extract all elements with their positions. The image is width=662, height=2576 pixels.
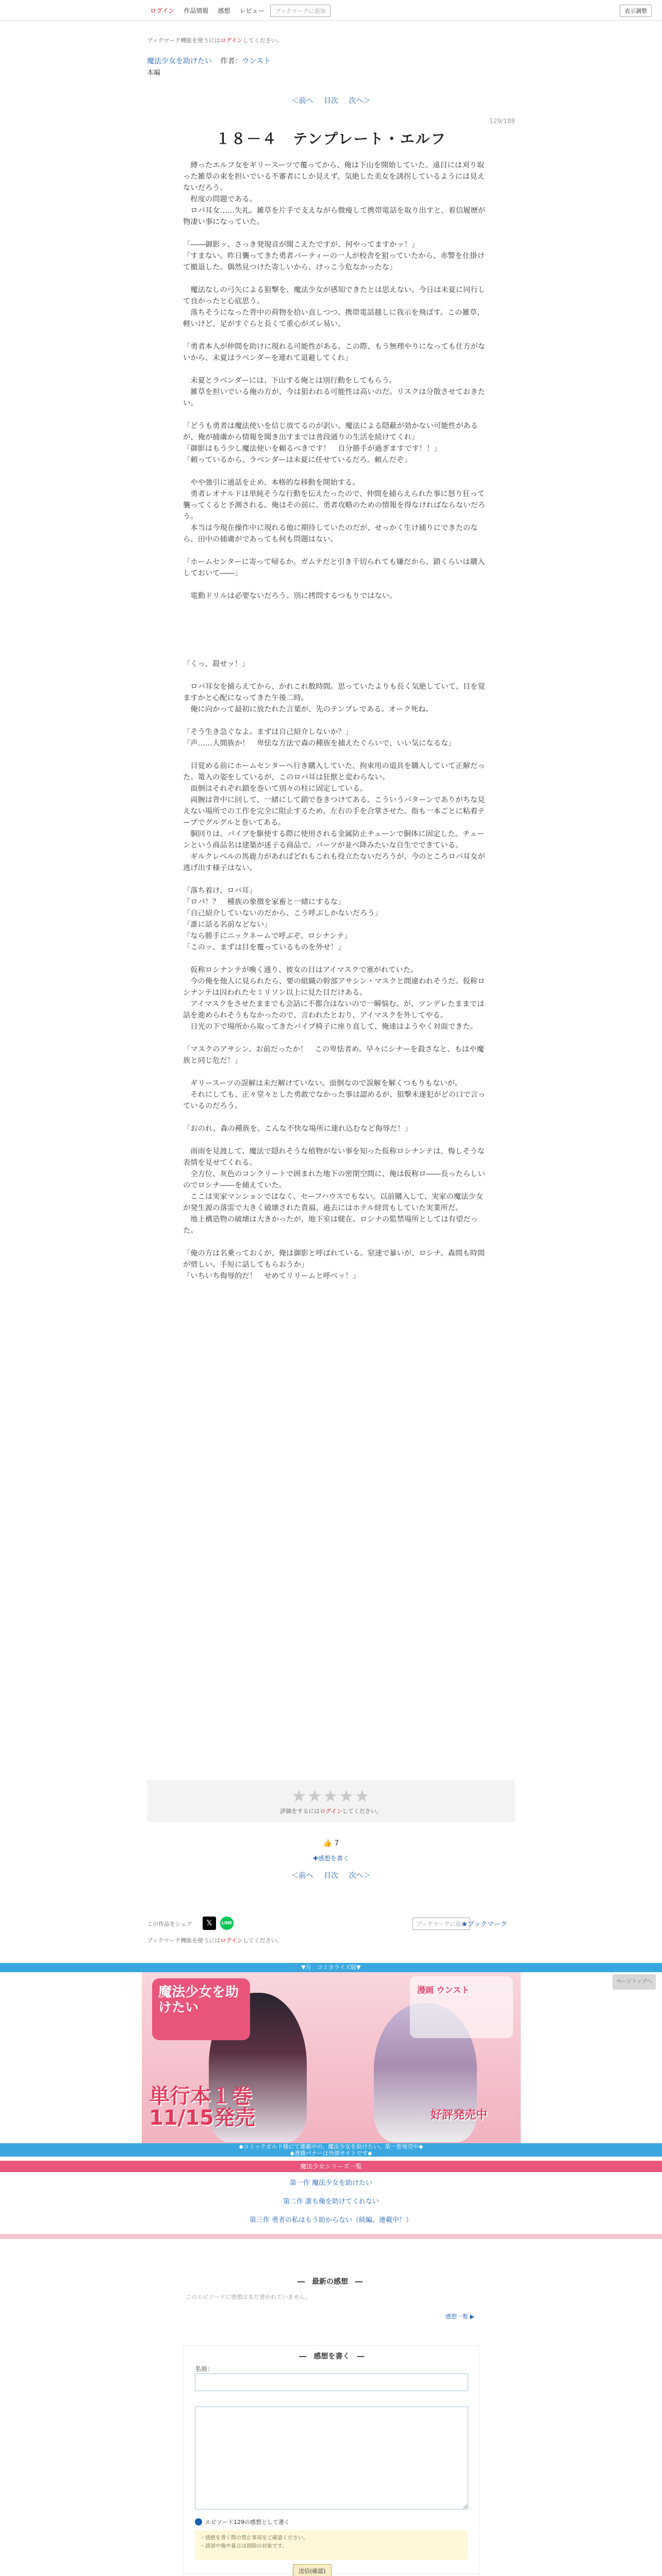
next-link[interactable]: 次へ＞ xyxy=(349,97,371,105)
bookmark-notice: ブックマーク機能を使うにはログインしてください。 xyxy=(147,37,283,44)
body-paragraph: 「マスクのアサシン、お前だったか！ この卑怯者め。早々にシナーを殺さなと、もはや魔族と同じ危だ！」 xyxy=(183,1045,484,1065)
comic-banner-image[interactable] xyxy=(142,1972,521,2143)
body-paragraph: 縛ったエルフ女をギリースーツで覆ってから、俺は下山を開始していた。遠目には刈り取った雑草の束を担いでいる不審者にしか見えず、気絶した美女を誘拐しているようには見えないだろう。 程度の問題である。 ロバ耳女……失礼。雑草を片手で支えながら微痩して携帯電話を取り出すと、着信履歴が物凄い事になっていた。 xyxy=(183,161,486,226)
like-row xyxy=(147,1839,515,1848)
reviews-list-link[interactable]: 感想一覧 ▶ xyxy=(445,2313,474,2320)
body-paragraph: 目覚める前にホームセンターへ行き購入していた、拘束用の道具を購入していて正解だった。篭入の姿をしているが、このロバ耳は狂獣と変わらない。 面倒はそれぞれ鎖を巻いて別々の柱に固定している。 両腕は背中に回して、一緒にして鎖で巻きつけてある。こういうパターンでありがちな見えない場所での工作を完全に阻止するため、左右の手を合掌させた。指も一本ごとに粘着テープでグルグルと巻いてある。 胴回りは、パイプを駆使する際に使用される金属防止チェーンで胴体に固定した。チェーンという商品名は建築が迷子る商品で。パーツが並べ降みたいな自生でできている。 ギルクレベルの馬鹿力があればどれもこれも役立たないだろうが、今のところロバ耳女が逃げ出す様子はない。 xyxy=(183,762,485,872)
series-list-header: 魔法少女シリーズ一覧 xyxy=(0,2161,662,2172)
body-paragraph: 「おのれ、森の種族を、こんな不快な場所に連れ込むなど侮辱だ！」 xyxy=(183,1125,412,1133)
series-link-2[interactable]: 第二作 誰も俺を助けてくれない xyxy=(283,2198,379,2206)
review-warning-box: ・感想を書く際の禁止事項をご確認ください。 ・誹謗中傷や暴言は削除の対象です。 xyxy=(195,2530,468,2560)
series-link-1[interactable]: 第一作 魔法少女を助けたい xyxy=(289,2179,373,2187)
name-label: 名前： xyxy=(195,2365,214,2372)
no-reviews-text: このエピソードに感想はまだ書かれていません。 xyxy=(186,2294,311,2300)
pager-top xyxy=(147,95,515,106)
bookmark-add-button[interactable]: ブックマークに追加 xyxy=(270,5,330,17)
page-top-button[interactable]: ページトップへ xyxy=(613,1974,656,1990)
write-review-link[interactable]: ✚感想を書く xyxy=(312,1855,350,1862)
rating-box xyxy=(147,1780,515,1822)
episode-body xyxy=(183,160,487,1282)
page-number: 129/188 xyxy=(489,117,515,125)
body-paragraph: 魔法なしの弓矢による狙撃を、魔法少女が感知できたとは思えない。今日は未夏に同行して良かったと心底思う。 落ちそうになった背中の荷物を拾い直しつつ、携帯電話越しに我示を飛ばす。この雑草、軽いけど、足がすぐらと長くて重心がズレ易い。 xyxy=(183,286,486,328)
bookmark-notice-bottom: ブックマーク機能を使うにはログインしてください。 xyxy=(147,1937,283,1944)
body-paragraph: 「――御影ッ、さっき発現音が聞こえたですが、何やってますかッ！」 「すまない。昨日襲ってきた勇者パーティーの一人が校舎を狙っていたから、赤警を仕掛けて撤退した。偶然見つけた寄しいから、けっこう危なかったな」 xyxy=(183,241,485,272)
top-nav xyxy=(0,0,662,21)
promo-banner-note[interactable]: ◆コミックガルド様にて連載中の、魔法少女を助けたい。第一巻発売中◆ ◆書籍バナーは外部サイトです◆ xyxy=(0,2143,662,2157)
body-paragraph: 「そう生き急ぐなよ。まずは自己紹介しないか？」 「声……人間族か！ 卑怯な方法で森の種族を捕えたぐらいで、いい気になるな」 xyxy=(183,728,456,748)
star-rating-input[interactable]: ★★★★★ xyxy=(291,1786,371,1806)
episode-radio[interactable]: エピソード129の感想として書く xyxy=(195,2518,290,2526)
radio-selected-icon xyxy=(195,2518,202,2526)
bookmark-link[interactable]: ★ブックマーク xyxy=(461,1921,507,1928)
comicalize-bar: ▼月 コミカライズ版▼ xyxy=(0,1963,662,1972)
review-form xyxy=(183,2345,479,2574)
rating-note: 評価をするにはログインしてください。 xyxy=(280,1808,382,1815)
display-settings-button[interactable]: 表示調整 xyxy=(620,5,652,17)
write-review-title: ― 感想を書く ― xyxy=(299,2352,365,2361)
body-paragraph: 「勇者本人が仲間を助けに現れる可能性がある。この際、もう無理やりになっても仕方がないから、未夏はラベンダーを連れて退避してくれ」 xyxy=(183,343,486,362)
section-label: 本編 xyxy=(147,69,161,77)
name-input[interactable] xyxy=(195,2374,468,2391)
release-date-label: 単行本１巻 11/15発売 xyxy=(149,2084,255,2130)
thumbs-up-icon[interactable]: 👍 xyxy=(323,1839,333,1848)
body-paragraph: やや強引に通話を止め、本格的な移動を開始する。 勇者レオナルドは単純そうな行動を伝えたったので、仲間を捕らえられた事に怒り狂って襲ってくると予測される。俺はその前に、勇者攻略のための情報を得なければならないだろう。 本当は今現在操作中に現れる他に期待していたのだが、せっかく生け捕りにできたのなら、田中の捕虜がであっても何も問題はない。 xyxy=(183,479,486,544)
body-paragraph: 「くっ、殺せッ！」 xyxy=(183,660,250,668)
body-paragraph: 「どうも勇者は魔法使いを信じ放てるのが訳い。魔法による隠蔽が効かない可能性があるが、俺が捕虜から情報を聞き出すまでは普段通りの生活を続けてくれ」 「御影はもう少し魔法使いを頼るべきです！ 自分勝手が過ぎますです！！」 「頼っているから、ラベンダーは未夏に任せているだろ。頼んだぞ」 xyxy=(183,422,478,464)
rating-login-link[interactable]: ログイン xyxy=(320,1808,342,1815)
comic-artist-label: 漫画 ウンスト xyxy=(410,1976,513,2038)
body-paragraph: ギリースーツの誤解は未だ解けていない。面倒なので誤解を解くつもりもないが。 それにしても、正々堂々とした勇敢でなかった事は認めるが、狙撃未遂犯がどの口で言っているのだろう。 xyxy=(183,1079,486,1110)
body-paragraph: 「ホームセンターに寄って帰るか。ガムテだと引き千切られても嫌だから、鎖くらいは購入しておいて――」 xyxy=(183,558,485,578)
feeling-link[interactable]: 感想 xyxy=(218,7,230,14)
login-link-inline[interactable]: ログイン xyxy=(220,37,243,44)
prev-link[interactable]: ＜前へ xyxy=(291,97,313,105)
body-paragraph: 雨雨を見渡して、魔法で隠れそうな植物がない事を知った仮称ロシナンテは、悔しそうな表情を見せてくれる。 全方位、灰色のコンクリートで囲まれた地下の密閉空間に、俺は仮称ロ――長ったらしいのでロシナ――を捕えていた。 ここは実家マンションではなく、セーフハウスでもない。以前購入して、実家の魔法少女が発生源の落雷で大きく破壊された貴福、過去にはホテル経営もしていた実業所だ。 地上構造物の破壊は大きかったが、地下室は健在。ロシナの監禁場所としては有望だった。 xyxy=(183,1147,485,1235)
episode-title: １８－４ テンプレート・エルフ xyxy=(216,130,446,147)
series-title-link[interactable]: 魔法少女を助けたい xyxy=(147,57,212,65)
login-link-inline-bottom[interactable]: ログイン xyxy=(220,1937,243,1944)
body-paragraph: 「落ち着け、ロバ耳」 「ロバ！？ 種族の象徴を家畜と一緒にするな」 「自己紹介していないのだから、こう呼ぶしかないだろう」 「誰に話る名前などない」 「なら勝手にニックネームで呼ぶぞ。ロシナンテ」 「このッ、まずは目を覆っているものを外せ！」 xyxy=(183,887,383,952)
toc-link[interactable]: 目次 xyxy=(324,1872,338,1880)
author-link[interactable]: ウンスト xyxy=(242,57,271,65)
share-area xyxy=(147,1916,515,1945)
body-spacer xyxy=(183,602,487,636)
like-count: 7 xyxy=(334,1839,339,1848)
latest-reviews-title: ― 最新の感想 ― xyxy=(297,2278,362,2286)
x-share-icon[interactable]: 𝕏 xyxy=(203,1917,216,1930)
work-info-link[interactable]: 作品情報 xyxy=(184,7,209,14)
on-sale-label: 好評発売中 xyxy=(431,2109,488,2122)
next-link[interactable]: 次へ＞ xyxy=(349,1872,371,1880)
series-link-3[interactable]: 第三作 勇者の私はもう助からない（続編、連載中！） xyxy=(249,2216,413,2224)
body-paragraph: ロバ耳女を捕らえてから、かれこれ数時間。思っていたよりも長く気絶していて、目を覚ますかと心配になってきた午後二時。 俺に向かって最初に放たれた言葉が、先のテンプレである。オーク死ね。 xyxy=(183,683,485,714)
author-label: 作者： xyxy=(220,57,242,65)
series-info xyxy=(147,56,515,66)
body-paragraph: 未夏とラベンダーには、下山する俺とは別行動をしてもらう。 雑草を担いでいる俺の方が、今は狙われる可能性は高いのだ。リスクは分散させておきたい。 xyxy=(183,377,485,408)
review-link[interactable]: レビュー xyxy=(239,7,264,14)
submit-review-button[interactable]: 送信(確認) xyxy=(293,2564,332,2576)
share-label: この作品をシェア xyxy=(147,1921,192,1927)
body-paragraph: 「俺の方は名乗っておくが、俺は御影と呼ばれている。窒速で暴いが、ロシナ。森間も時間が惜しい。手短に話してもらおうか」 「いちいち侮辱的だ！ せめてリリームと呼べッ！」 xyxy=(183,1249,485,1280)
body-paragraph: 仮称ロシナンテが喚く通り、彼女の目はアイマスクで塞がれていた。 今の俺を他人に見られたら、要の組織の幹部アサシン・マスクと間違われそうだ。仮称ロシナンテは囚われたセミリソン以上に見た目だけある。 アイマスクをさせたままでも会話に不都合はないので一瞬悩む。が、ツンデレたままでは話を進められそうもなかったので、言われたとおり、アイマスクを外してやる。 日光の下で場所から取ってきたパイプ椅子に座り直して、俺達はようやく対面できた。 xyxy=(183,966,485,1031)
review-textarea[interactable] xyxy=(195,2406,468,2510)
line-share-icon[interactable]: LINE xyxy=(220,1917,234,1930)
prev-link[interactable]: ＜前へ xyxy=(291,1872,313,1880)
bookmark-add-button-bottom[interactable]: ブックマークに追加 xyxy=(412,1918,470,1930)
comic-logo: 魔法少女を助けたい xyxy=(152,1978,250,2040)
toc-link[interactable]: 目次 xyxy=(324,97,338,105)
body-paragraph: 電動ドリルは必要ないだろう。別に拷問するつもりではない。 xyxy=(183,592,397,600)
pager-bottom xyxy=(147,1870,515,1880)
login-link[interactable]: ログイン xyxy=(150,7,175,14)
pink-divider xyxy=(0,2234,662,2239)
